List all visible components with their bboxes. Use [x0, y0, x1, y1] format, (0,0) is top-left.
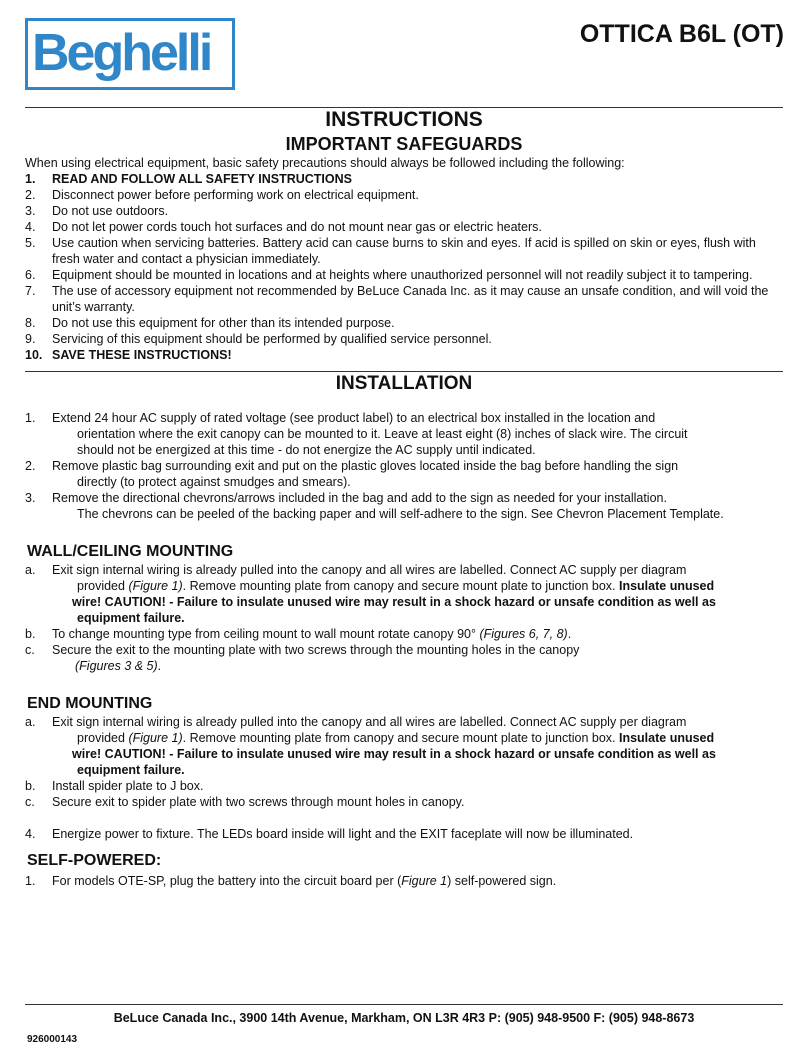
brand-logo	[25, 18, 235, 90]
safeguard-item: 7. The use of accessory equipment not recommended by BeLuce Canada Inc. as it may cause an unsafe condition, and will void the unit’s warranty.	[25, 284, 769, 314]
end-step-b: b. Install spider plate to J box.	[25, 779, 204, 793]
wall-step-a-warning-end: equipment failure.	[77, 611, 185, 625]
safeguard-item: 1. READ AND FOLLOW ALL SAFETY INSTRUCTIONS	[25, 172, 352, 186]
self-powered-section	[25, 873, 780, 889]
brand-logo-text: Beghelli	[32, 24, 211, 82]
wall-mounting-heading: WALL/CEILING MOUNTING	[27, 543, 234, 560]
safeguards-intro: When using electrical equipment, basic safety precautions should always be followed including the following:	[25, 156, 625, 170]
installation-step-cont: directly (to protect against smudges and smears).	[77, 475, 351, 489]
safeguard-item: 5. Use caution when servicing batteries. Battery acid can cause burns to skin and eyes. If acid is spilled on skin or eyes, flush with fresh water and contact a physician immediately.	[25, 236, 756, 266]
end-step-c: c. Secure exit to spider plate with two screws through mount holes in canopy.	[25, 795, 465, 809]
self-powered-heading: SELF-POWERED:	[27, 852, 162, 869]
safeguards-section	[25, 155, 780, 363]
installation-step-cont: The chevrons can be peeled of the backing paper and will self-adhere to the sign. See Chevron Placement Template.	[77, 507, 724, 521]
end-mounting-section	[25, 714, 780, 810]
end-step-a-cont: provided (Figure 1). Remove mounting plate from canopy and secure mount plate to junction box. Insulate unused	[77, 731, 715, 745]
installation-section	[25, 410, 780, 522]
installation-divider	[25, 371, 783, 372]
safeguard-item: 8. Do not use this equipment for other than its intended purpose.	[25, 316, 395, 330]
safeguard-item: 6. Equipment should be mounted in locations and at heights where unauthorized personnel will not readily subject it to tampering.	[25, 268, 753, 282]
safeguard-item: 10. SAVE THESE INSTRUCTIONS!	[25, 348, 232, 362]
step-4: 4. Energize power to fixture. The LEDs board inside will light and the EXIT faceplate will now be illuminated.	[25, 827, 634, 841]
installation-step-cont: should not be energized at this time - do not energize the AC supply until indicated.	[77, 443, 536, 457]
end-mounting-heading: END MOUNTING	[27, 695, 153, 712]
wall-mounting-section	[25, 562, 780, 674]
wall-step-c: c. Secure the exit to the mounting plate with two screws through the mounting holes in the canopy	[25, 643, 580, 657]
end-step-a-warning-end: equipment failure.	[77, 763, 185, 777]
wall-step-a-warning: wire! CAUTION! - Failure to insulate unused wire may result in a shock hazard or unsafe condition as well as	[72, 595, 716, 609]
installation-heading: INSTALLATION	[335, 373, 473, 394]
wall-step-a-cont: provided (Figure 1). Remove mounting plate from canopy and secure mount plate to junction box. Insulate unused	[77, 579, 715, 593]
footer-address: BeLuce Canada Inc., 3900 14th Avenue, Markham, ON L3R 4R3 P: (905) 948-9500 F: (905) 948-8673	[113, 1011, 695, 1025]
installation-step: 1. Extend 24 hour AC supply of rated voltage (see product label) to an electrical box installed in the location and	[25, 411, 656, 425]
safeguard-item: 2. Disconnect power before performing work on electrical equipment.	[25, 188, 419, 202]
installation-step-cont: orientation where the exit canopy can be mounted to it. Leave at least eight (8) inches of slack wire. The circuit	[77, 427, 688, 441]
document-title: OTTICA B6L (OT)	[579, 20, 784, 48]
wall-step-c-cont: (Figures 3 & 5).	[75, 659, 162, 673]
document-code: 926000143	[27, 1034, 78, 1045]
safeguard-item: 4. Do not let power cords touch hot surfaces and do not mount near gas or electric heaters.	[25, 220, 542, 234]
end-step-a: a. Exit sign internal wiring is already pulled into the canopy and all wires are labelled. Connect AC supply per diagram	[25, 715, 687, 729]
end-step-a-warning: wire! CAUTION! - Failure to insulate unused wire may result in a shock hazard or unsafe condition as well as	[72, 747, 716, 761]
wall-step-b: b. To change mounting type from ceiling mount to wall mount rotate canopy 90° (Figures 6, 7, 8).	[25, 627, 572, 641]
safeguard-item: 3. Do not use outdoors.	[25, 204, 169, 218]
instructions-heading: INSTRUCTIONS	[325, 108, 483, 131]
installation-step: 2. Remove plastic bag surrounding exit and put on the plastic gloves located inside the bag before handling the sign	[25, 459, 679, 473]
self-powered-step: 1. For models OTE-SP, plug the battery into the circuit board per (Figure 1) self-powered sign.	[25, 874, 557, 888]
safeguard-item: 9. Servicing of this equipment should be performed by qualified service personnel.	[25, 332, 492, 346]
wall-step-a: a. Exit sign internal wiring is already pulled into the canopy and all wires are labelled. Connect AC supply per diagram	[25, 563, 687, 577]
footer-divider	[25, 1004, 783, 1005]
safeguards-heading: IMPORTANT SAFEGUARDS	[285, 134, 523, 154]
installation-step: 3. Remove the directional chevrons/arrows included in the bag and add to the sign as needed for your installation.	[25, 491, 667, 505]
energize-step	[25, 826, 780, 842]
